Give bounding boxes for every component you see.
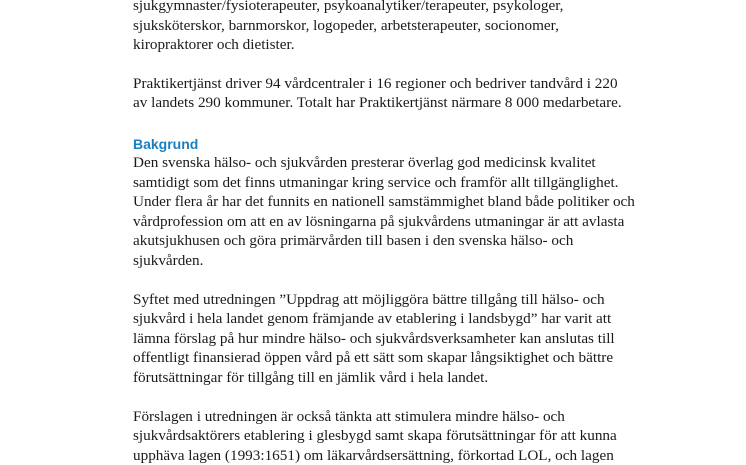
background-paragraph-2 xyxy=(133,290,693,388)
text-line: samtidigt som det finns utmaningar kring service och framför allt tillgänglighet. xyxy=(133,173,693,193)
text-line: sjuksköterskor, barnmorskor, logopeder, arbetsterapeuter, socionomer, xyxy=(133,16,693,36)
text-line: av landets 290 kommuner. Totalt har Praktikertjänst närmare 8 000 medarbetare. xyxy=(133,93,693,113)
document-body xyxy=(133,0,693,465)
text-line: Syftet med utredningen ”Uppdrag att möjliggöra bättre tillgång till hälso- och xyxy=(133,290,693,310)
text-line: offentligt finansierad öppen vård på ett sätt som skapar långsiktighet och bättre xyxy=(133,348,693,368)
paragraph-spacer xyxy=(133,271,693,290)
text-line: upphäva lagen (1993:1651) om läkarvårdsersättning, förkortad LOL, och lagen xyxy=(133,446,693,465)
section-spacer xyxy=(133,113,693,135)
text-line: akutsjukhusen och göra primärvården till basen i den svenska hälso- och xyxy=(133,231,693,251)
text-line: sjukvård i hela landet genom främjande av etablering i landsbygd” har varit att xyxy=(133,309,693,329)
paragraph-spacer xyxy=(133,388,693,407)
text-line: förutsättningar för tillgång till en jämlik vård i hela landet. xyxy=(133,368,693,388)
text-line: vårdprofession om att en av lösningarna på sjukvårdens utmaningar är att avlasta xyxy=(133,212,693,232)
company-paragraph xyxy=(133,74,693,113)
text-line: Under flera år har det funnits en nationell samstämmighet bland både politiker och xyxy=(133,192,693,212)
text-line: Den svenska hälso- och sjukvården presterar överlag god medicinsk kvalitet xyxy=(133,153,693,173)
text-line: lämna förslag på hur mindre hälso- och sjukvårdsverksamheter kan anslutas till xyxy=(133,329,693,349)
background-paragraph-3 xyxy=(133,407,693,465)
text-line: kiropraktorer och dietister. xyxy=(133,35,693,55)
text-line: sjukvårdsaktörers etablering i glesbygd samt skapa förutsättningar för att kunna xyxy=(133,426,693,446)
text-line: Förslagen i utredningen är också tänkta att stimulera mindre hälso- och xyxy=(133,407,693,427)
intro-paragraph xyxy=(133,0,693,55)
paragraph-spacer xyxy=(133,55,693,74)
text-line: Praktikertjänst driver 94 vårdcentraler i 16 regioner och bedriver tandvård i 220 xyxy=(133,74,693,94)
section-heading: Bakgrund xyxy=(133,135,693,153)
text-line: sjukgymnaster/fysioterapeuter, psykoanalytiker/terapeuter, psykologer, xyxy=(133,0,693,16)
background-paragraph-1 xyxy=(133,153,693,271)
text-line: sjukvården. xyxy=(133,251,693,271)
